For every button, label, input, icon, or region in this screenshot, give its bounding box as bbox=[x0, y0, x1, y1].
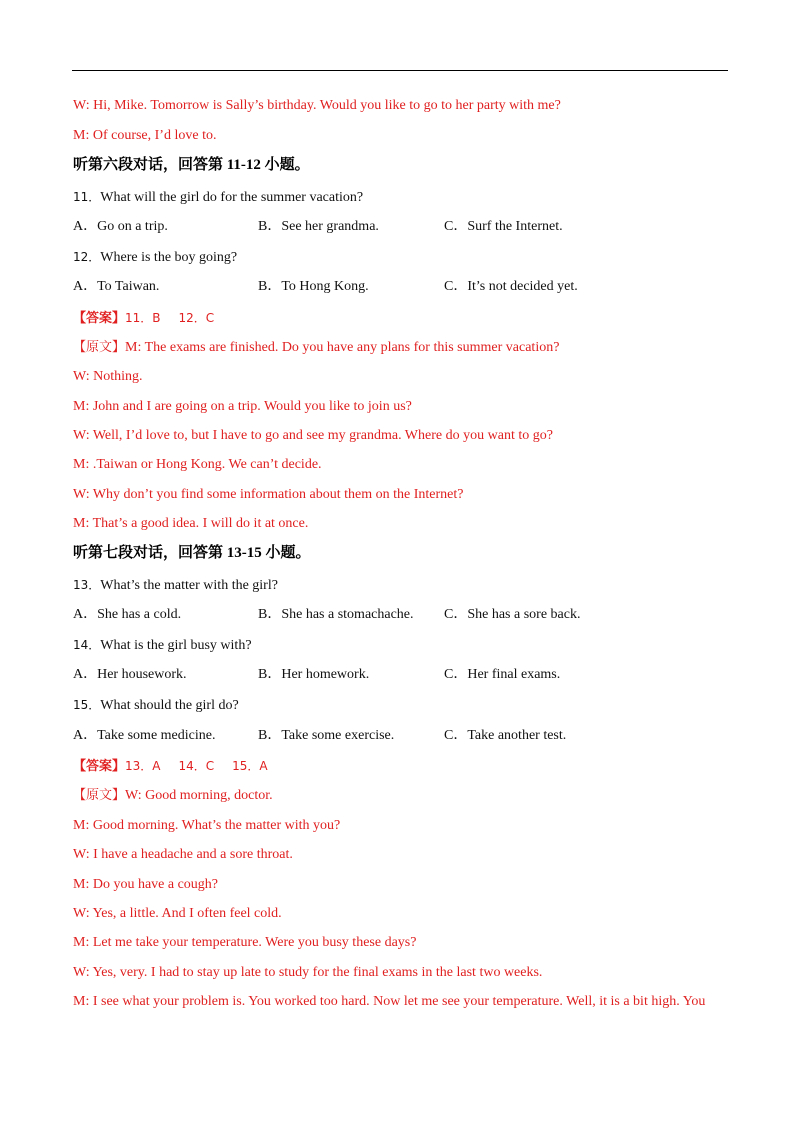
option-12c: C．It’s not decided yet. bbox=[444, 279, 578, 294]
question-text: What’s the matter with the girl? bbox=[100, 578, 278, 593]
option-15b: B．Take some exercise. bbox=[258, 728, 395, 743]
dialogue-line: M: .Taiwan or Hong Kong. We can’t decide. bbox=[73, 457, 322, 472]
question-text: What should the girl do? bbox=[100, 698, 239, 713]
dialogue-line: M: Good morning. What’s the matter with you? bbox=[73, 818, 341, 833]
question-12 bbox=[73, 248, 237, 267]
answer-value: 13．A bbox=[125, 759, 161, 773]
section-7-heading: 听第七段对话，回答第 13-15 小题。 bbox=[73, 545, 311, 561]
dialogue-line: W: Well, I’d love to, but I have to go and see my grandma. Where do you want to go? bbox=[73, 428, 553, 443]
dialogue-line: M: Do you have a cough? bbox=[73, 877, 219, 892]
dialogue-line: M: John and I are going on a trip. Would you like to join us? bbox=[73, 399, 412, 414]
dialogue-line: W: Yes, a little. And I often feel cold. bbox=[73, 906, 282, 921]
question-text: Where is the boy going? bbox=[100, 250, 238, 265]
option-13b: B．She has a stomachache. bbox=[258, 607, 414, 622]
dialogue-line: W: Good morning, doctor. bbox=[125, 788, 273, 803]
answer-value: 11．B bbox=[125, 311, 161, 325]
option-14a: A．Her housework. bbox=[73, 667, 187, 682]
dialogue-line: W: Hi, Mike. Tomorrow is Sally’s birthday. Would you like to go to her party with me? bbox=[73, 98, 561, 113]
question-number: 11． bbox=[73, 190, 101, 204]
question-number: 14． bbox=[73, 638, 101, 652]
question-text: What is the girl busy with? bbox=[100, 638, 252, 653]
question-text: What will the girl do for the summer vacation? bbox=[100, 190, 364, 205]
option-15a: A．Take some medicine. bbox=[73, 728, 216, 743]
dialogue-line: W: Yes, very. I had to stay up late to study for the final exams in the last two weeks. bbox=[73, 965, 543, 980]
answer-value: 15．A bbox=[232, 759, 268, 773]
original-text-6 bbox=[73, 339, 559, 357]
question-number: 12． bbox=[73, 250, 101, 264]
answer-line-6 bbox=[73, 309, 214, 328]
dialogue-line: M: Let me take your temperature. Were you busy these days? bbox=[73, 935, 417, 950]
dialogue-line: M: The exams are finished. Do you have any plans for this summer vacation? bbox=[125, 340, 560, 355]
dialogue-line: M: Of course, I’d love to. bbox=[73, 128, 217, 143]
answer-value: 12．C bbox=[178, 311, 215, 325]
option-14c: C．Her final exams. bbox=[444, 667, 561, 682]
dialogue-line: W: Nothing. bbox=[73, 369, 143, 384]
option-14b: B．Her homework. bbox=[258, 667, 370, 682]
option-11a: A．Go on a trip. bbox=[73, 219, 168, 234]
dialogue-line: W: Why don’t you find some information about them on the Internet? bbox=[73, 487, 464, 502]
option-11b: B．See her grandma. bbox=[258, 219, 379, 234]
question-number: 13． bbox=[73, 578, 101, 592]
question-13 bbox=[73, 576, 278, 595]
section-6-heading: 听第六段对话，回答第 11-12 小题。 bbox=[73, 157, 310, 173]
header-rule bbox=[72, 70, 728, 71]
question-15 bbox=[73, 696, 239, 715]
question-11 bbox=[73, 188, 363, 207]
option-13c: C．She has a sore back. bbox=[444, 607, 581, 622]
option-11c: C．Surf the Internet. bbox=[444, 219, 563, 234]
original-tag: 【原文】 bbox=[73, 340, 126, 355]
option-12a: A．To Taiwan. bbox=[73, 279, 160, 294]
question-14 bbox=[73, 636, 252, 655]
dialogue-line: W: I have a headache and a sore throat. bbox=[73, 847, 293, 862]
dialogue-line: M: That’s a good idea. I will do it at once. bbox=[73, 516, 309, 531]
answer-value: 14．C bbox=[178, 759, 215, 773]
original-tag: 【原文】 bbox=[73, 788, 126, 803]
original-text-7 bbox=[73, 787, 273, 805]
option-13a: A．She has a cold. bbox=[73, 607, 182, 622]
answer-line-7 bbox=[73, 757, 268, 776]
option-15c: C．Take another test. bbox=[444, 728, 567, 743]
answer-tag: 【答案】 bbox=[73, 759, 126, 774]
answer-tag: 【答案】 bbox=[73, 311, 126, 326]
dialogue-line: M: I see what your problem is. You worked too hard. Now let me see your temperature. Well, it is a bit high. You bbox=[73, 994, 706, 1009]
option-12b: B．To Hong Kong. bbox=[258, 279, 369, 294]
question-number: 15． bbox=[73, 698, 101, 712]
